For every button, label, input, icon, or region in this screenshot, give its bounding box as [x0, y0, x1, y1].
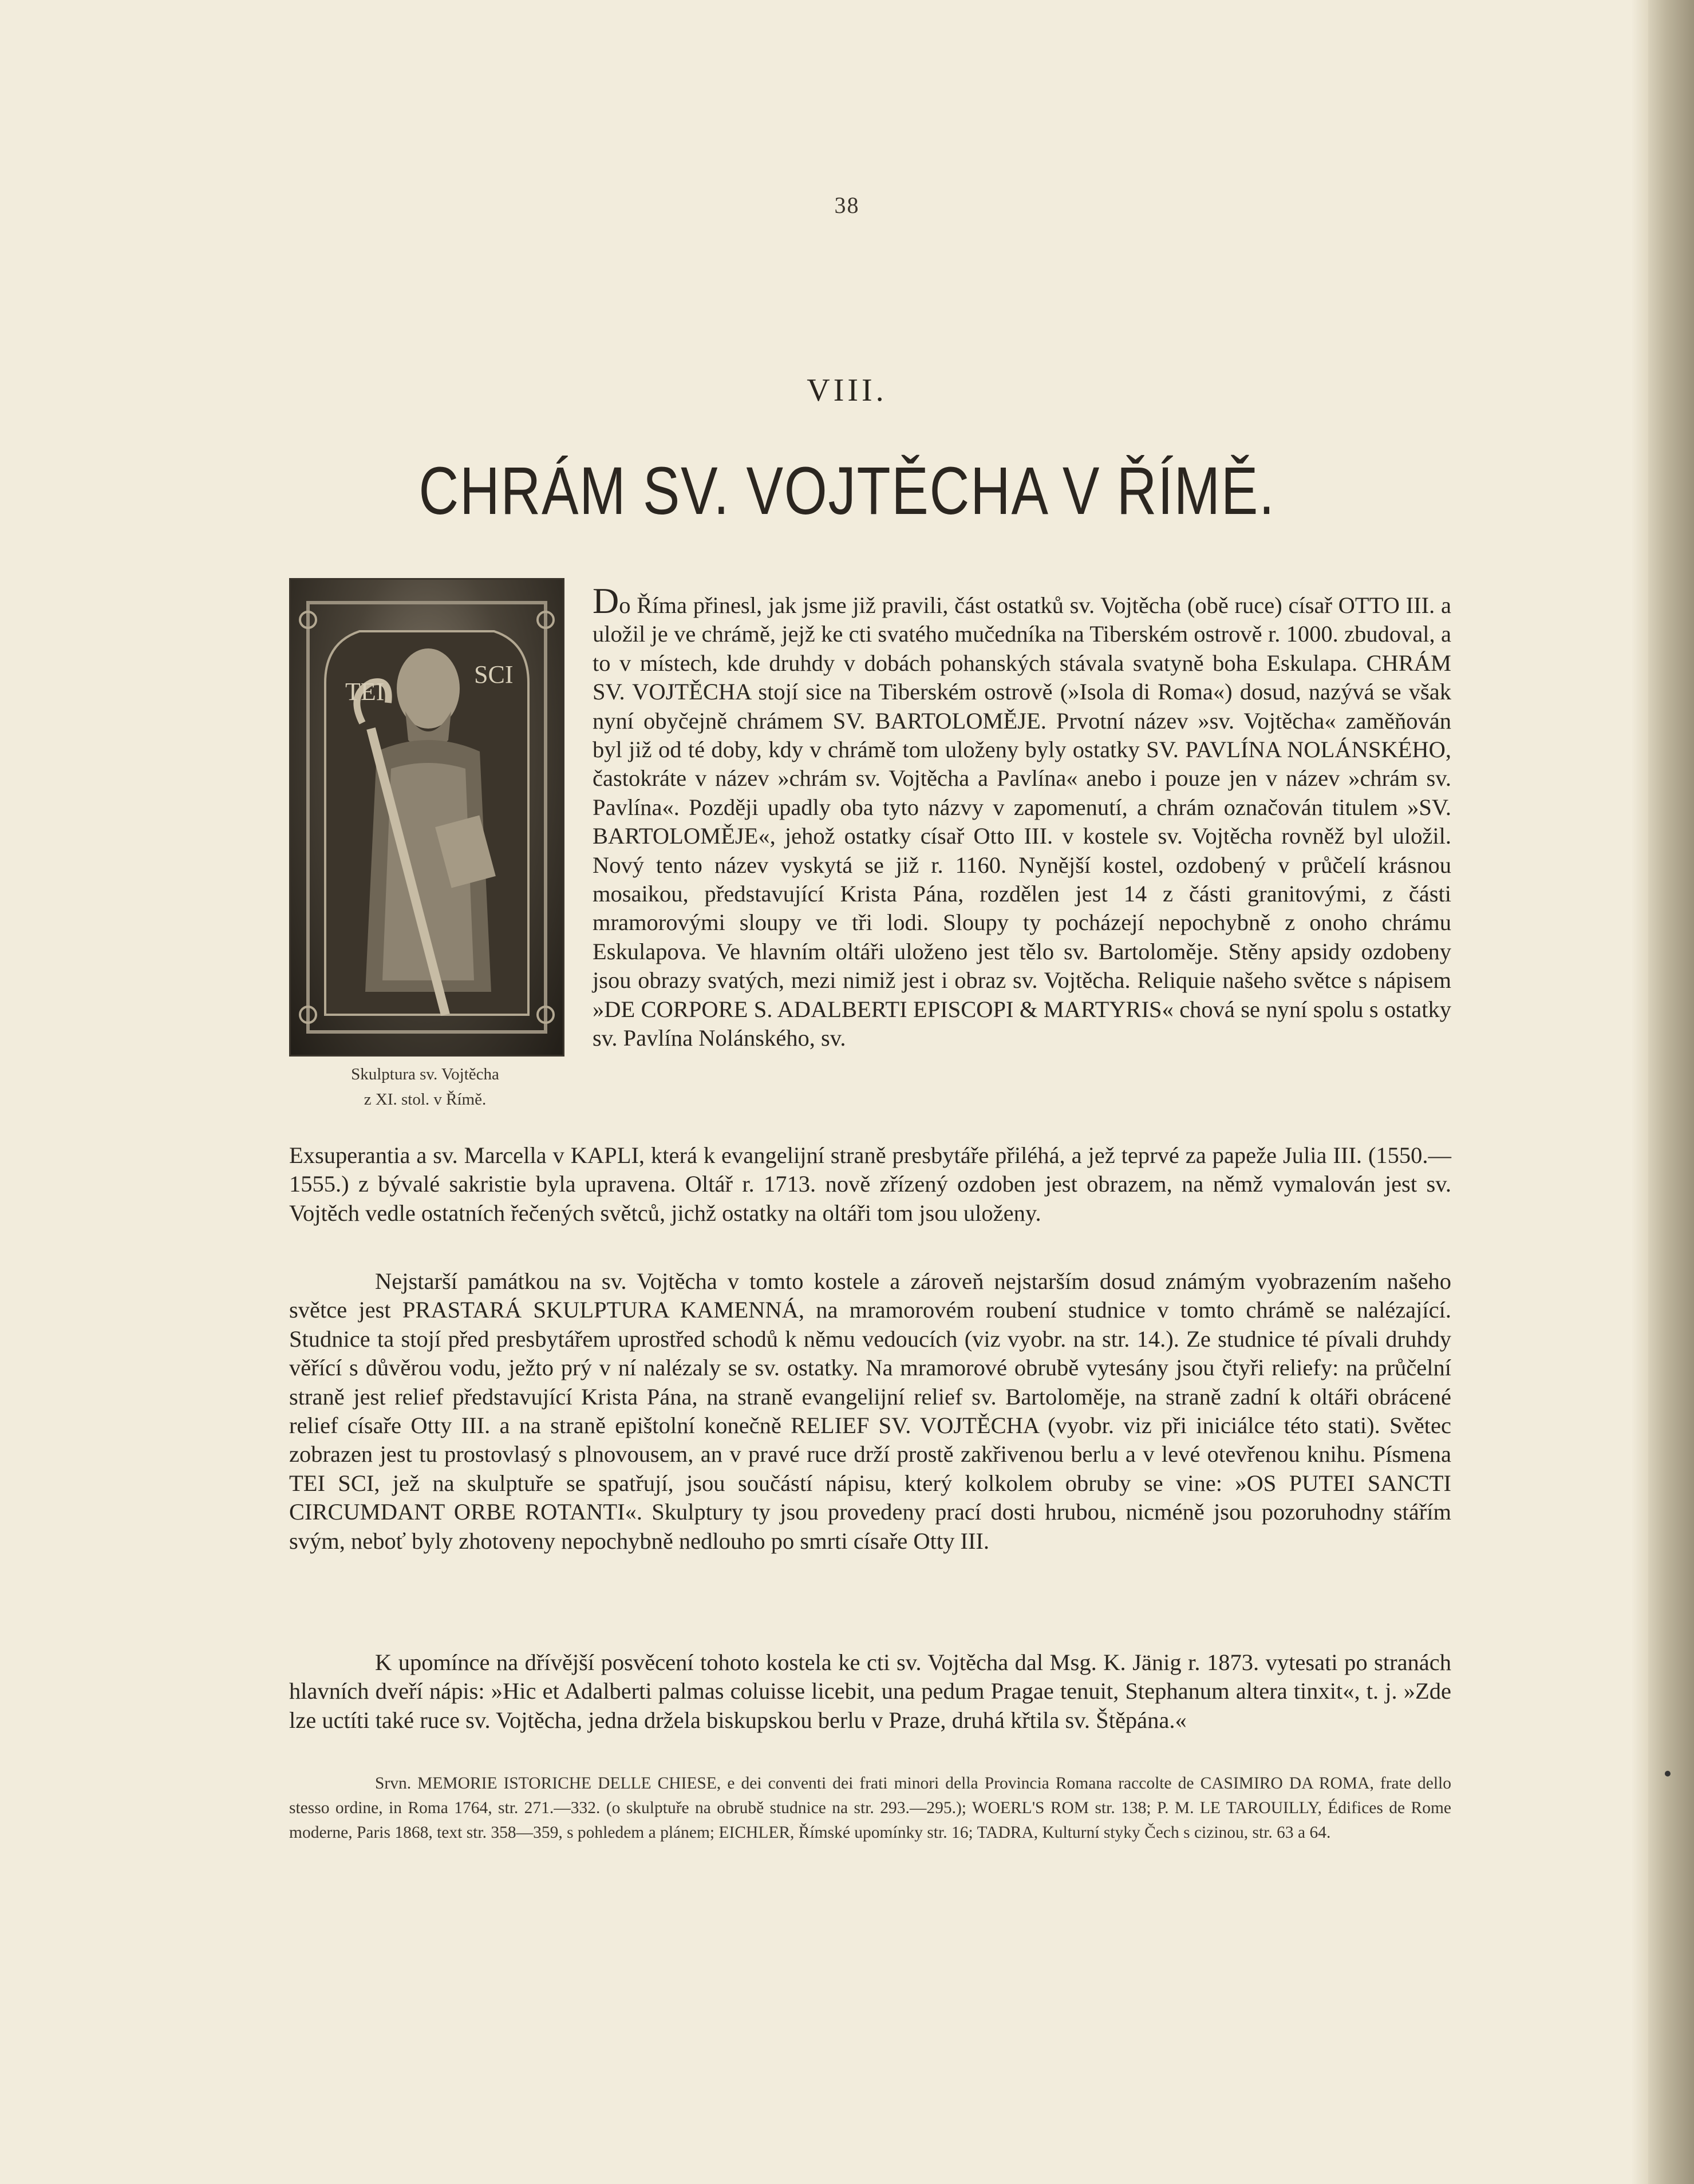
ink-mark: [1665, 1771, 1671, 1777]
page-number: 38: [834, 192, 860, 218]
page-title: CHRÁM SV. VOJTĚCHA V ŘÍMĚ.: [418, 453, 1276, 529]
drop-cap: D: [593, 580, 619, 621]
book-edge: [1648, 0, 1694, 2184]
paragraph-2-text: Nejstarší památkou na sv. Vojtěcha v tomto kostele a zároveň nejstarším dosud známým vyobrazením našeho světce jest PRASTARÁ SKULPTURA KAMENNÁ, na mramorovém roubení studnice v tomto chrámě se nalézající. Studnice ta stojí před presbytářem uprostřed schodů k němu vedoucích (viz vyobr. na str. 14.). Ze studnice té pívali druhdy věřící s důvěrou vodu, ježto prý v ní nalézaly se sv. ostatky. Na mramorové obrubě vytesány jsou čtyři reliefy: na průčelní straně jest relief představující Krista Pána, na straně evangelijní relief sv. Bartoloměje, na straně zadní k oltáři obrácené relief císaře Otty III. a na straně epištolní konečně RELIEF SV. VOJTĚCHA (vyobr. viz při iniciálce této stati). Světec zobrazen jest tu prostovlasý s plnovousem, an v pravé ruce drží prostě zakřivenou berlu a v levé otevřenou knihu. Písmena TEI SCI, jež na skulptuře se spatřují, jsou součástí nápisu, který kolkolem obruby se vine: »OS PUTEI SANCTI CIRCUMDANT ORBE ROTANTI«. Skulptury ty jsou provedeny prací dosti hrubou, nicméně jsou pozoruhodny stářím svým, neboť byly zhotoveny nepochybně nedlouho po smrti císaře Otty III.: [289, 1268, 1451, 1554]
svg-text:TEI: TEI: [345, 678, 385, 706]
sculpture-drawing: [291, 580, 563, 1055]
paragraph-1-text: o Říma přinesl, jak jsme již pravili, část ostatků sv. Vojtěcha (obě ruce) císař OTTO III. a uložil je ve chrámě, jejž ke cti svatého mučedníka na Tiberském ostrově r. 1000. zbudoval, a to v místech, kde druhdy v dobách pohanských stávala svatyně boha Eskulapa. CHRÁM SV. VOJTĚCHA stojí sice na Tiberském ostrově (»Isola di Roma«) dosud, nazývá se však nyní obyčejně chrámem SV. BARTOLOMĚJE. Prvotní název »sv. Vojtěcha« zaměňován byl již od té doby, kdy v chrámě tom uloženy byly ostatky SV. PAVLÍNA NOLÁNSKÉHO, častokráte v název »chrám sv. Vojtěcha a Pavlína« anebo i pouze jen v název »chrám sv. Pavlína«. Později upadly oba tyto názvy v zapomenutí, a chrám označován titulem »SV. BARTOLOMĚJE«, jehož ostatky císař Otto III. v kostele sv. Vojtěcha rovněž byl uložil. Nový tento název vyskytá se již r. 1160. Nynější kostel, ozdobený v průčelí krásnou mosaikou, představující Krista Pána, rozdělen jest 14 z části granitovými, z části mramorovými sloupy ve tři lodi. Sloupy ty pocházejí nepochybně z onoho chrámu Eskulapova. Ve hlavním oltáři uloženo jest tělo sv. Bartoloměje. Stěny apsidy ozdobeny jsou obrazy svatých, mezi nimiž jest i obraz sv. Vojtěcha. Reliquie našeho světce s nápisem »DE CORPORE S. ADALBERTI EPISCOPI & MARTYRIS« chová se nyní spolu s ostatky sv. Pavlína Nolánského, sv.: [593, 592, 1451, 1051]
paragraph-3-text: K upomínce na dřívější posvěcení tohoto kostela ke cti sv. Vojtěcha dal Msg. K. Jänig r. 1873. vytesati po stranách hlavních dveří nápis: »Hic et Adalberti palmas coluisse licebit, una pedum Pragae tenuit, Stephanum altera tinxit«, t. j. »Zde lze uctíti také ruce sv. Vojtěcha, jedna držela biskupskou berlu v Praze, druhá křtila sv. Štěpána.«: [289, 1649, 1451, 1733]
sculpture-illustration: [289, 578, 564, 1057]
caption-line-1: Skulptura sv. Vojtěcha: [351, 1065, 499, 1083]
paragraph-1-continuation: [289, 1141, 1451, 1228]
svg-text:SCI: SCI: [474, 660, 514, 689]
figure-caption: [269, 1062, 581, 1112]
page-fold-shadow: [1631, 0, 1648, 2184]
chapter-number: VIII.: [807, 373, 887, 408]
paragraph-1-continuation-text: Exsuperantia a sv. Marcella v KAPLI, která k evangelijní straně presbytáře přiléhá, a jež teprvé za papeže Julia III. (1550.—1555.) z bývalé sakristie byla upravena. Oltář r. 1713. nově zřízený ozdoben jest obrazem, na němž vymalován jest sv. Vojtěch vedle ostatních řečených světců, jichž ostatky na oltáři tom jsou uloženy.: [289, 1142, 1451, 1226]
paragraph-2: [289, 1267, 1451, 1556]
paragraph-1-wrapped: [593, 580, 1451, 1053]
paragraph-3: [289, 1648, 1451, 1735]
paragraph-1: [593, 580, 1451, 1053]
sources-footnote: Srvn. MEMORIE ISTORICHE DELLE CHIESE, e dei conventi dei frati minori della Provincia Romana raccolte de CASIMIRO DA ROMA, frate dello stesso ordine, in Roma 1764, str. 271.—332. (o skulptuře na obrubě studnice na str. 293.—295.); WOERL'S ROM str. 138; P. M. LE TAROUILLY, Édifices de Rome moderne, Paris 1868, text str. 358—359, s pohledem a plánem; EICHLER, Římské upomínky str. 16; TADRA, Kulturní styky Čech s cizinou, str. 63 a 64.: [289, 1774, 1451, 1842]
caption-line-2: z XI. stol. v Římě.: [364, 1090, 487, 1109]
